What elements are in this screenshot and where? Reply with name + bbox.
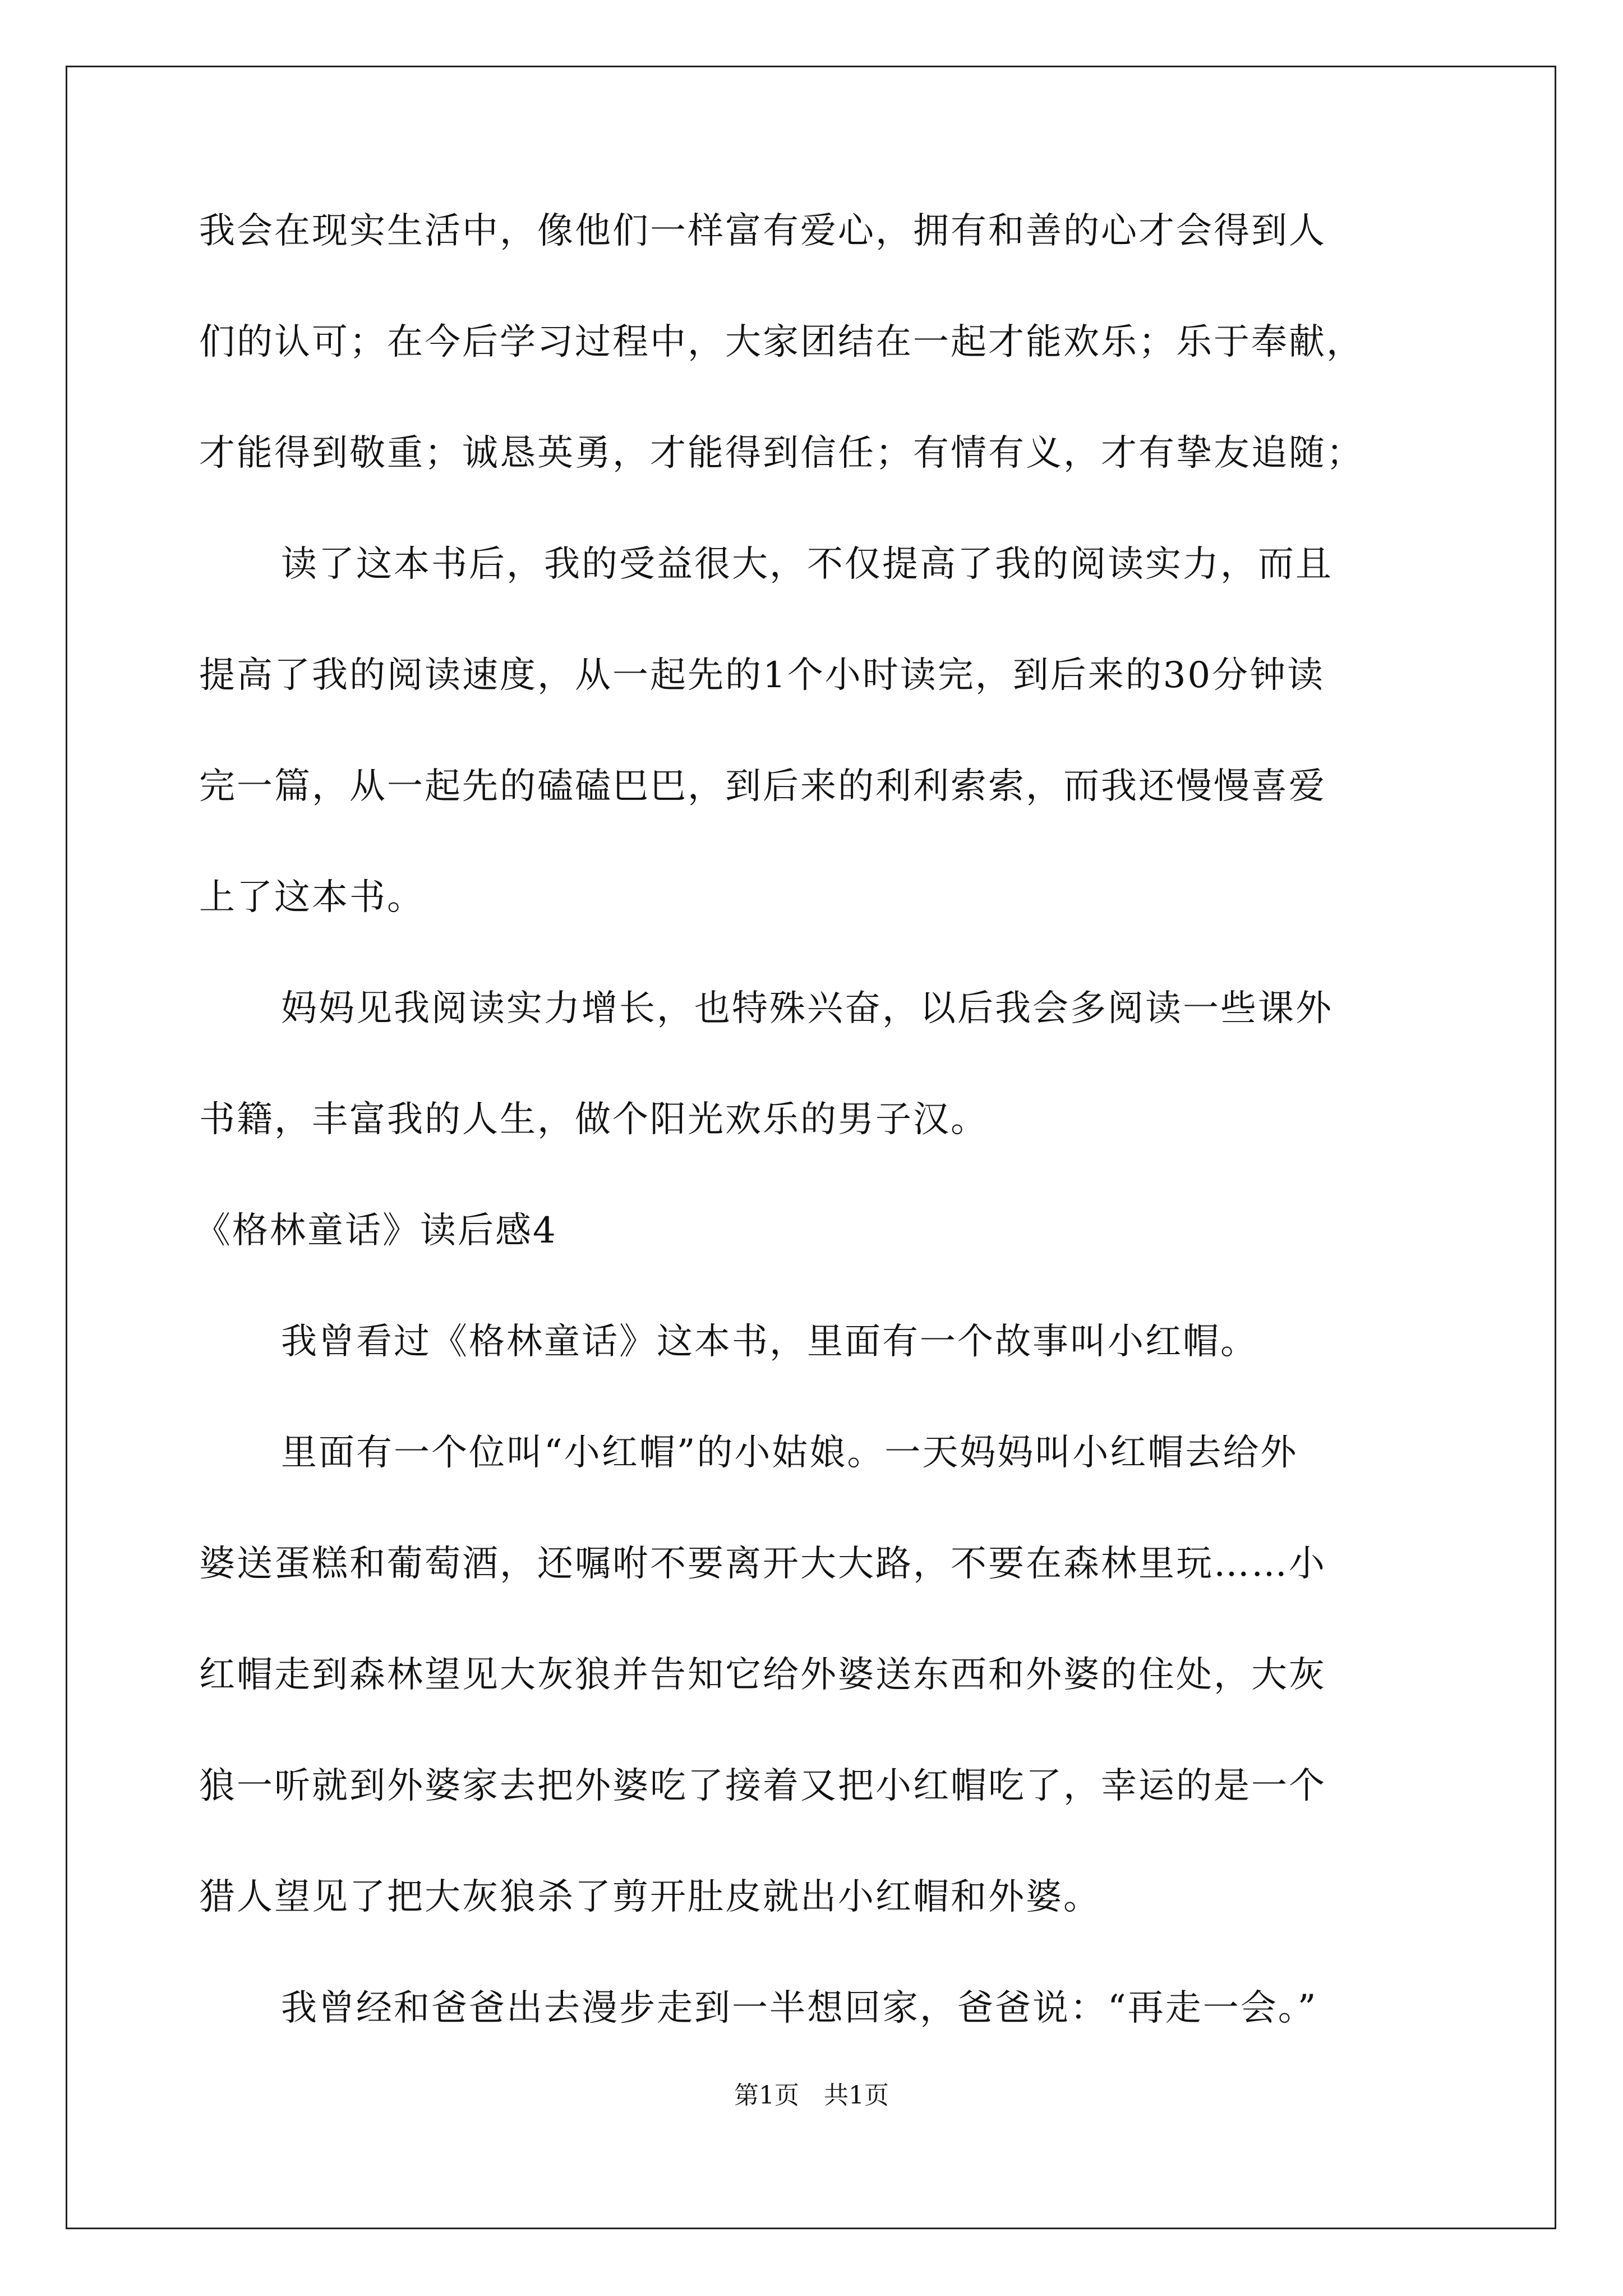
paragraph-start-line: 读了这本书后，我的受益很大，不仅提高了我的阅读实力，而且 [281,544,1333,585]
paragraph-start-line: 妈妈见我阅读实力增长，也特殊兴奋，以后我会多阅读一些课外 [281,988,1333,1029]
section-heading: 《格林童话》读后感4 [195,1210,557,1251]
paragraph-start-line: 我曾看过《格林童话》这本书，里面有一个故事叫小红帽。 [281,1321,1258,1363]
text-line: 红帽走到森林望见大灰狼并告知它给外婆送东西和外婆的住处，大灰 [199,1654,1326,1696]
text-line: 书籍，丰富我的人生，做个阳光欢乐的男子汉。 [199,1099,988,1140]
paragraph-start-line: 我曾经和爸爸出去漫步走到一半想回家，爸爸说：“再走一会。” [281,1987,1318,2029]
text-line: 完一篇，从一起先的磕磕巴巴，到后来的利利索索，而我还慢慢喜爱 [199,766,1326,807]
text-line: 狼一听就到外婆家去把外婆吃了接着又把小红帽吃了，幸运的是一个 [199,1765,1326,1807]
text-line: 才能得到敬重；诚恳英勇，才能得到信任；有情有义，才有挚友追随； [199,432,1364,474]
text-line: 上了这本书。 [199,877,425,918]
paragraph-start-line: 里面有一个位叫“小红帽”的小姑娘。一天妈妈叫小红帽去给外 [281,1432,1298,1474]
text-line: 们的认可；在今后学习过程中，大家团结在一起才能欢乐；乐于奉献， [199,321,1364,363]
text-line: 我会在现实生活中，像他们一样富有爱心，拥有和善的心才会得到人 [199,210,1326,252]
text-line: 猎人望见了把大灰狼杀了剪开肚皮就出小红帽和外婆。 [199,1876,1101,1918]
text-line: 提高了我的阅读速度，从一起先的1个小时读完，到后来的30分钟读 [199,655,1325,696]
page-number-footer: 第1页 共1页 [734,2081,889,2110]
text-line: 婆送蛋糕和葡萄酒，还嘱咐不要离开大大路，不要在森林里玩……小 [199,1543,1326,1585]
